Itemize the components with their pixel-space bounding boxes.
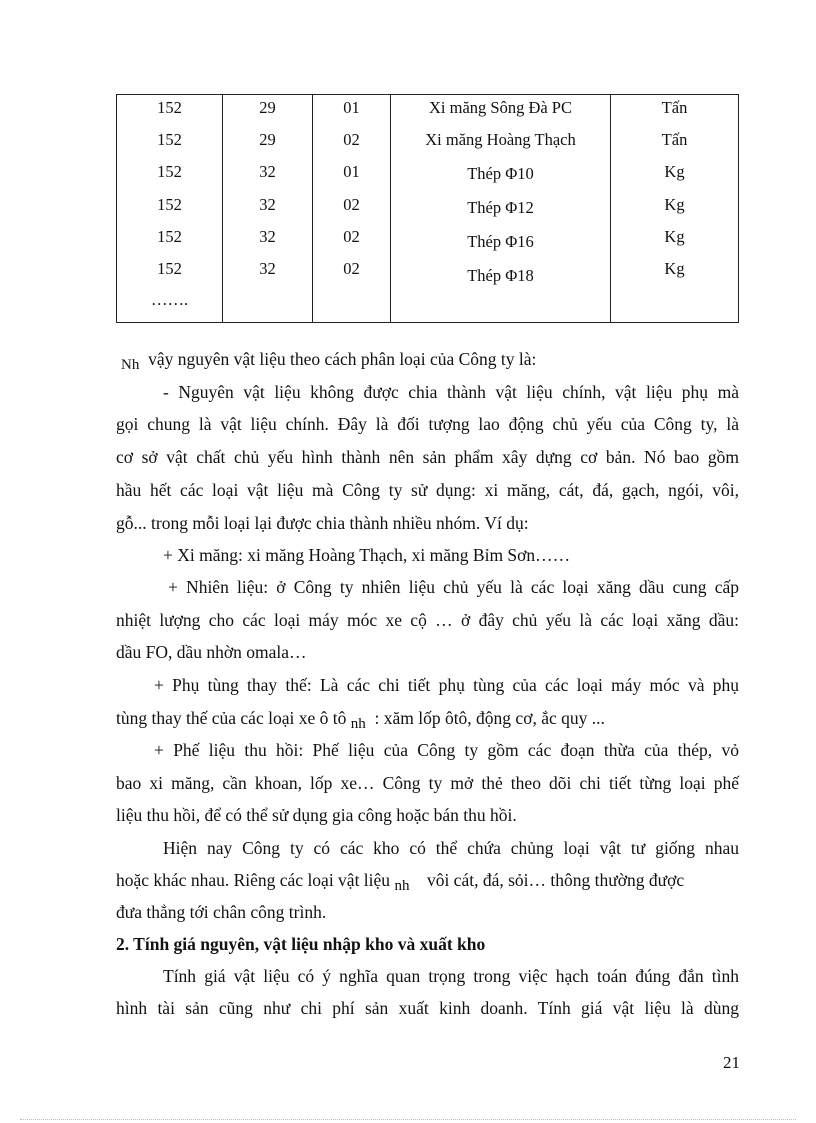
table-cell: 152 xyxy=(157,130,182,149)
table-cell: Xi măng Hoàng Thạch xyxy=(425,130,576,149)
paragraph-line: + Phụ tùng thay thế: Là các chi tiết phụ tùng của các loại máy móc và phụ xyxy=(154,675,739,695)
paragraph-line: + Xi măng: xi măng Hoàng Thạch, xi măng Bỉm Sơn…… xyxy=(163,545,571,565)
table-column-unit xyxy=(611,95,738,322)
table-cell: Tấn xyxy=(661,98,688,117)
paragraph-line: hình tài sản cũng như chi phí sản xuất kinh doanh. Tính giá vật liệu là dùng xyxy=(116,998,739,1018)
table-cell: Tấn xyxy=(661,130,688,149)
table-cell: 32 xyxy=(259,195,276,214)
table-cell: Thép Φ12 xyxy=(467,198,534,217)
paragraph-line: liệu thu hồi, để có thể sử dụng gia công hoặc bán thu hồi. xyxy=(116,805,517,825)
table-cell: Kg xyxy=(664,227,685,246)
paragraph-line: - Nguyên vật liệu không được chia thành vật liệu chính, vật liệu phụ mà xyxy=(163,382,739,402)
paragraph-line: hầu hết các loại vật liệu mà Công ty sử dụng: xi măng, cát, đá, gạch, ngói, vôi, xyxy=(116,480,739,500)
paragraph-line: + Nhiên liệu: ở Công ty nhiên liệu chủ yếu là các loại xăng dầu cung cấp xyxy=(168,577,739,597)
table-column-group xyxy=(223,95,313,322)
table-cell: 32 xyxy=(259,227,276,246)
paragraph-line xyxy=(116,706,739,732)
paragraph-line: đưa thẳng tới chân công trình. xyxy=(116,902,327,922)
footer-divider xyxy=(20,1119,796,1120)
table-cell: 02 xyxy=(343,227,360,246)
table-cell: Thép Φ16 xyxy=(467,232,534,251)
paragraph-line: gọi chung là vật liệu chính. Đây là đối tượng lao động chủ yếu của Công ty, là xyxy=(116,414,739,434)
table-cell: Kg xyxy=(664,162,685,181)
paragraph-line: Hiện nay Công ty có các kho có thể chứa chủng loại vật tư giống nhau xyxy=(163,838,739,858)
paragraph-line: dầu FO, dầu nhờn omala… xyxy=(116,642,307,662)
page-number: 21 xyxy=(723,1053,740,1072)
paragraph-line xyxy=(116,347,739,373)
table-cell: 02 xyxy=(343,259,360,278)
table-cell: 32 xyxy=(259,162,276,181)
table-ellipsis: ……. xyxy=(150,290,189,309)
text-fragment: nh xyxy=(350,716,366,732)
text-fragment: vôi cát, đá, sỏi… thông thường được xyxy=(426,870,685,890)
section-heading: 2. Tính giá nguyên, vật liệu nhập kho và xuất kho xyxy=(116,934,486,954)
table-column-subgroup xyxy=(313,95,391,322)
paragraph-line: + Phế liệu thu hồi: Phế liệu của Công ty gồm các đoạn thừa của thép, vỏ xyxy=(154,740,739,760)
table-column-name xyxy=(391,95,611,322)
text-fragment: : xăm lốp ôtô, động cơ, ắc quy ... xyxy=(374,708,605,728)
table-cell: 29 xyxy=(259,98,276,117)
paragraph-line: nhiệt lượng cho các loại máy móc xe cộ … ở đây chủ yếu là các loại xăng dầu: xyxy=(116,610,739,630)
paragraph-line: gỗ... trong mỗi loại lại được chia thành nhiều nhóm. Ví dụ: xyxy=(116,513,529,533)
paragraph-line: cơ sở vật chất chủ yếu hình thành nên sản phẩm xây dựng cơ bản. Nó bao gồm xyxy=(116,447,739,467)
text-fragment: tùng thay thế của các loại xe ô tô xyxy=(116,708,347,728)
table-column-account xyxy=(117,95,223,322)
table-cell: Kg xyxy=(664,195,685,214)
table-cell: 29 xyxy=(259,130,276,149)
text-fragment: nh xyxy=(394,878,410,894)
table-cell: 152 xyxy=(157,162,182,181)
table-cell: 152 xyxy=(157,227,182,246)
table-cell: 01 xyxy=(343,98,360,117)
table-cell: 02 xyxy=(343,195,360,214)
paragraph-line: Tính giá vật liệu có ý nghĩa quan trọng trong việc hạch toán đúng đắn tình xyxy=(163,966,739,986)
table-cell: 01 xyxy=(343,162,360,181)
table-cell: Thép Φ10 xyxy=(467,164,534,183)
table-cell: 02 xyxy=(343,130,360,149)
text-fragment: vậy nguyên vật liệu theo cách phân loại của Công ty là: xyxy=(148,349,537,369)
table-cell: Thép Φ18 xyxy=(467,266,534,285)
table-cell: Xi măng Sông Đà PC xyxy=(428,98,572,117)
text-fragment: hoặc khác nhau. Riêng các loại vật liệu xyxy=(116,870,391,890)
table-cell: 152 xyxy=(157,98,182,117)
material-code-table xyxy=(116,94,739,323)
table-cell: Kg xyxy=(664,259,685,278)
paragraph-line: bao xi măng, cần khoan, lốp xe… Công ty mở thẻ theo dõi chi tiết từng loại phế xyxy=(116,773,739,793)
paragraph-line xyxy=(116,868,739,894)
table-cell: 152 xyxy=(157,259,182,278)
table-cell: 152 xyxy=(157,195,182,214)
text-fragment: Nh xyxy=(121,357,140,373)
table-cell: 32 xyxy=(259,259,276,278)
